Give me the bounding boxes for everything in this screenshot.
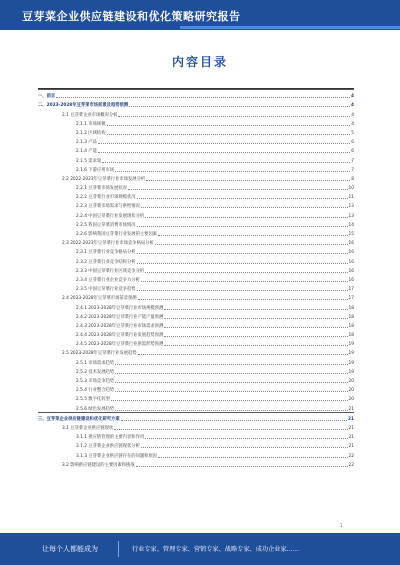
toc-leader-dots (145, 217, 347, 218)
toc-entry-page: 18 (348, 323, 354, 329)
toc-entry-page: 21 (348, 435, 354, 441)
toc-entry-page: 19 (348, 360, 354, 366)
toc-leader-dots (158, 235, 347, 236)
toc-entry[interactable] (38, 246, 354, 255)
toc-leader-dots (145, 438, 347, 439)
header-bar (0, 0, 400, 30)
toc-leader-dots (115, 364, 347, 365)
toc-entry-label: 2.4.1 2023-2028年豆芽菜行业市场规模预测 (76, 305, 164, 311)
toc-entry-page: 10 (348, 186, 354, 192)
toc-leader-dots (115, 171, 350, 172)
toc-entry[interactable] (38, 320, 354, 329)
toc-leader-dots (56, 97, 350, 98)
toc-entry-label: 3.2 影响供应链建设的主要因素和挑战 (62, 462, 135, 468)
toc-leader-dots (164, 327, 347, 328)
toc-entry-page: 4 (351, 103, 354, 109)
toc-leader-dots (137, 198, 348, 199)
toc-entry-page: 19 (348, 369, 354, 375)
toc-entry-label: 2.2 2022-2023年豆芽菜行业市场发展分析 (62, 176, 146, 182)
toc-entry[interactable] (38, 459, 354, 468)
toc-leader-dots (114, 429, 347, 430)
toc-entry[interactable] (38, 136, 354, 145)
toc-entry-page: 19 (348, 351, 354, 357)
toc-entry-label: 3.1.2 豆芽菜企业供应链现状分析 (76, 444, 140, 450)
toc-entry-page: 18 (348, 333, 354, 339)
report-title: 豆芽菜企业供应链建设和优化策略研究报告 (22, 10, 241, 23)
toc-entry[interactable] (38, 200, 354, 209)
footer-slogan-left: 让每个人都能成为 (42, 545, 98, 553)
table-of-contents (38, 89, 354, 468)
toc-entry[interactable] (38, 440, 354, 449)
toc-entry-page: 16 (348, 277, 354, 283)
toc-entry-label: 2.5.4 行业整合趋势 (76, 388, 115, 394)
toc-entry[interactable] (38, 402, 354, 411)
toc-entry-label: 2.5.1 市场需求趋势 (76, 360, 115, 366)
toc-leader-dots (137, 263, 348, 264)
toc-entry-label: 2.4.3 2023-2028年豆芽菜行业市场需求预测 (76, 323, 164, 329)
toc-entry-label: 2.2.3 豆芽菜市场需求与供给情况 (76, 204, 140, 210)
toc-leader-dots (164, 345, 347, 346)
toc-leader-dots (107, 134, 351, 135)
toc-entry-page: 16 (348, 250, 354, 256)
toc-entry-label: 2.3.1 豆芽菜行业竞争格局分析 (76, 250, 136, 256)
toc-entry-page: 6 (351, 140, 354, 146)
toc-leader-dots (138, 354, 348, 355)
toc-entry[interactable] (38, 329, 354, 338)
toc-entry[interactable] (38, 301, 354, 310)
toc-entry-page: 21 (348, 444, 354, 450)
toc-entry-label: 3.1.1 供应链管理的主要内容和作用 (76, 435, 145, 441)
footer-bar (0, 533, 400, 565)
toc-leader-dots (98, 143, 350, 144)
toc-entry[interactable] (38, 182, 354, 191)
toc-leader-dots (115, 373, 347, 374)
toc-leader-dots (115, 382, 347, 383)
toc-leader-dots (115, 410, 347, 411)
toc-entry-page: 16 (348, 268, 354, 274)
toc-leader-dots (141, 281, 348, 282)
toc-entry[interactable] (38, 283, 354, 292)
toc-entry-page: 22 (348, 462, 354, 468)
toc-entry-page: 21 (348, 425, 354, 431)
toc-entry-page: 4 (351, 94, 354, 100)
toc-entry[interactable] (38, 265, 354, 274)
toc-entry-label: 2.5 2023-2028年豆芽菜行业发展趋势 (62, 351, 137, 357)
toc-entry-page: 7 (351, 167, 354, 173)
toc-leader-dots (137, 253, 348, 254)
toc-entry-page: 20 (348, 397, 354, 403)
toc-entry[interactable] (38, 173, 354, 182)
toc-heading: 内容目录 (171, 55, 228, 69)
toc-leader-dots (136, 466, 348, 467)
toc-entry[interactable] (38, 164, 354, 173)
toc-entry[interactable] (38, 384, 354, 393)
toc-entry[interactable] (38, 356, 354, 365)
toc-entry-label: 2.4 2023-2028年豆芽菜市场前景预测 (62, 296, 137, 302)
toc-leader-dots (145, 272, 347, 273)
toc-entry-label: 2.1.5 需求量 (76, 158, 102, 164)
toc-entry-label: 2.5.5 数字化转型 (76, 397, 110, 403)
toc-entry[interactable] (38, 366, 354, 375)
toc-leader-dots (98, 152, 350, 153)
toc-entry-page: 15 (348, 232, 354, 237)
toc-entry[interactable] (38, 209, 354, 218)
toc-entry-page: 19 (348, 342, 354, 348)
toc-entry-label: 2.2.4 中国豆芽菜行业发展现状分析 (76, 213, 145, 219)
toc-entry-label: 2.3.2 豆芽菜行业竞争结构分析 (76, 259, 136, 265)
toc-leader-dots (107, 125, 351, 126)
toc-leader-dots (137, 290, 348, 291)
toc-leader-dots (121, 420, 347, 421)
toc-leader-dots (146, 180, 350, 181)
toc-entry-label: 2.5.3 市场竞争趋势 (76, 379, 115, 384)
toc-entry-label: 2.4.4 2023-2028年豆芽菜行业发展趋势预测 (76, 333, 164, 339)
toc-entry-label: 3.1 豆芽菜企业供应链现状 (62, 425, 114, 431)
toc-leader-dots (158, 457, 347, 458)
toc-entry-page: 8 (351, 176, 354, 182)
toc-leader-dots (128, 189, 348, 190)
toc-entry-label: 2.1.4 产能 (76, 149, 97, 155)
toc-entry[interactable] (38, 99, 354, 108)
toc-entry-page: 17 (348, 296, 354, 302)
toc-entry-label: 2.3.3 中国豆芽菜行业区域竞争分析 (76, 268, 145, 274)
toc-entry-page: 21 (348, 416, 354, 422)
toc-entry-label: 3.1.3 豆芽菜企业供应链存在的问题和原因 (76, 453, 158, 459)
toc-entry[interactable] (38, 145, 354, 154)
toc-leader-dots (141, 447, 348, 448)
toc-entry[interactable] (38, 191, 354, 200)
toc-entry[interactable] (38, 311, 354, 320)
toc-entry-page: 22 (348, 453, 354, 459)
toc-entry-label: 2.3.4 豆芽菜行业企业竞争力分析 (76, 277, 140, 283)
toc-entry-page: 18 (348, 305, 354, 311)
toc-entry-label: 2.2.5 我国豆芽菜消费市场情况 (76, 222, 136, 228)
toc-leader-dots (102, 162, 350, 163)
toc-entry-page: 20 (348, 379, 354, 384)
toc-entry-page: 11 (348, 195, 354, 201)
toc-entry-label: 2.2.2 豆芽菜行业市场规模状况 (76, 195, 136, 201)
toc-entry-label: 二、2023-2028年豆芽菜市场前景及趋势预测 (38, 103, 129, 109)
toc-entry-label: 2.1.2 区域结构 (76, 130, 106, 136)
toc-leader-dots (164, 318, 347, 319)
toc-entry[interactable] (38, 375, 354, 384)
toc-entry-page: 13 (348, 204, 354, 210)
toc-leader-dots (115, 391, 347, 392)
toc-entry-label: 2.1 豆芽菜企业市场概况分析 (62, 112, 118, 118)
toc-entry-page: 16 (348, 241, 354, 247)
toc-leader-dots (138, 299, 348, 300)
toc-entry-page: 4 (351, 112, 354, 118)
toc-entry[interactable] (38, 274, 354, 283)
toc-entry-page: 6 (351, 149, 354, 155)
toc-entry[interactable] (38, 89, 354, 99)
toc-leader-dots (141, 207, 348, 208)
toc-entry-page: 20 (348, 388, 354, 394)
toc-entry[interactable] (38, 338, 354, 347)
toc-entry[interactable] (38, 255, 354, 264)
toc-leader-dots (137, 226, 348, 227)
header-stripe (180, 26, 400, 29)
toc-entry-label: 2.5.2 技术发展趋势 (76, 369, 115, 375)
page-number: 1 (340, 523, 343, 528)
toc-entry[interactable] (38, 219, 354, 228)
toc-entry-page: 17 (348, 287, 354, 293)
toc-entry[interactable] (38, 118, 354, 127)
toc-entry-page: 21 (348, 406, 354, 412)
toc-entry[interactable] (38, 393, 354, 402)
toc-entry[interactable] (38, 431, 354, 440)
toc-entry-label: 2.2.1 豆芽菜市场发展状况 (76, 186, 127, 192)
toc-leader-dots (111, 400, 348, 401)
toc-entry-page: 4 (351, 121, 354, 127)
toc-entry[interactable] (38, 412, 354, 422)
toc-entry-page: 7 (351, 158, 354, 164)
toc-leader-dots (164, 336, 347, 337)
toc-entry[interactable] (38, 108, 354, 117)
toc-entry[interactable] (38, 292, 354, 301)
toc-entry-label: 2.2.6 影响我国豆芽菜行业发展的主要因素 (76, 232, 158, 237)
toc-entry-label: 一、前言 (38, 94, 56, 100)
toc-entry[interactable] (38, 449, 354, 458)
toc-leader-dots (129, 106, 350, 107)
toc-entry[interactable] (38, 237, 354, 246)
toc-entry[interactable] (38, 127, 354, 136)
toc-entry-label: 2.1.1 市场规模 (76, 121, 106, 127)
toc-entry-page: 14 (348, 222, 354, 228)
toc-leader-dots (164, 309, 347, 310)
toc-entry[interactable] (38, 154, 354, 163)
toc-entry-page: 16 (348, 259, 354, 265)
toc-entry-label: 三、豆芽菜企业供应链建设和优化研究方案 (38, 416, 120, 422)
toc-entry[interactable] (38, 228, 354, 237)
toc-entry[interactable] (38, 347, 354, 356)
toc-entry-label: 2.4.5 2023-2028年豆芽菜行业供需形势预测 (76, 342, 164, 348)
toc-entry[interactable] (38, 422, 354, 431)
toc-entry-page: 18 (348, 314, 354, 320)
toc-entry-label: 2.5.6 绿色发展趋势 (76, 406, 115, 412)
toc-entry-label: 2.3 2022-2023年豆芽菜行业市场竞争格局分析 (62, 241, 154, 247)
toc-entry-page: 13 (348, 213, 354, 219)
toc-entry-label: 2.4.2 2023-2028年豆芽菜行业产能产量预测 (76, 314, 164, 320)
footer-slogan-right: 行业专家、管理专家、营销专家、战略专家、成功企业家…… (132, 546, 300, 553)
toc-entry-label: 2.1.3 产品 (76, 140, 97, 146)
toc-entry-label: 2.3.5 中国豆芽菜行业竞争趋势 (76, 287, 136, 293)
footer-divider (118, 541, 119, 557)
toc-entry-page: 5 (351, 130, 354, 136)
toc-leader-dots (118, 116, 350, 117)
toc-leader-dots (155, 244, 348, 245)
toc-entry-label: 2.1.6 下游应用市场 (76, 167, 115, 173)
